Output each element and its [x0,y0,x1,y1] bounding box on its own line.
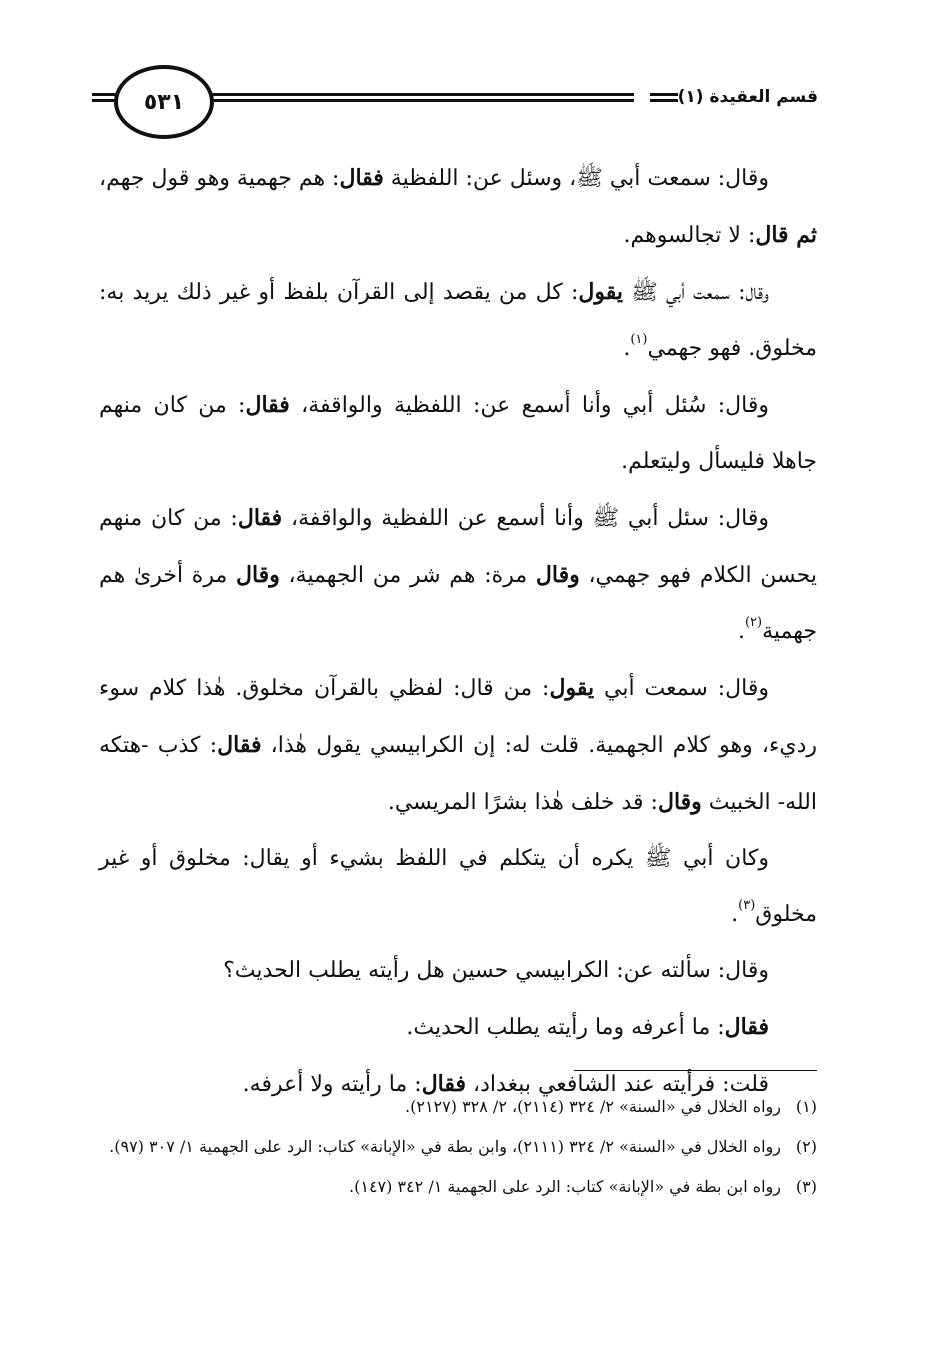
main-text [99,150,817,1113]
footnote-ref[interactable]: (٣) [738,897,756,913]
footnote [99,1170,817,1204]
footnote-text: رواه الخلال في «السنة» ٢/ ٣٢٤ (٢١١٤)، ٢/ ٣٢٨ (٢١٢٧). [405,1097,781,1116]
paragraph: وقال: سمعت أبي ﷺ يقول: كل من يقصد إلى القرآن بلفظ أو غير ذلك يريد به: مخلوق. فهو جهمي$^{(١)}$. [99,279,817,361]
footnote-number: (١) [795,1097,817,1116]
qa-line: فقال: ما أعرفه وما رأيته يطلب الحديث. [406,1014,769,1040]
paragraph: وقال: سمعت أبي يقول: من قال: لفظي بالقرآن مخلوق. هٰذا كلام سوء رديء، وهو كلام الجهمية. قلت له: إن الكرابيسي يقول هٰذا، فقال: كذب -هتكه الله- الخبيث وقال: قد خلف هٰذا بشرًا المريسي. [99,675,818,815]
qa-line: قلت: فرأيته عند الشافعي ببغداد، فقال: ما رأيته ولا أعرفه. [242,1071,769,1097]
footnote-ref[interactable]: (١) [630,331,648,347]
section-title: قسم العقيدة (١) [634,84,822,110]
footnote-text: رواه الخلال في «السنة» ٢/ ٣٢٤ (٢١١١)، وابن بطة في «الإبانة» كتاب: الرد على الجهمية ١/ ٣٠٧ (٩٧). [109,1137,781,1156]
footnote [99,1090,817,1124]
paragraph: وقال: سمعت أبي ﷺ، وسئل عن: اللفظية فقال: هم جهمية وهو قول جهم، ثم قال: لا تجالسوهم. [99,165,817,248]
footnote-number: (٢) [795,1137,817,1156]
paragraph: وقال: سُئل أبي وأنا أسمع عن: اللفظية والواقفة، فقال: من كان منهم جاهلا فليسأل وليتعلم. [99,392,817,474]
paragraph: وكان أبي ﷺ يكره أن يتكلم في اللفظ بشيء أو يقال: مخلوق أو غير مخلوق$^{(٣)}$. [99,846,817,927]
footnote-text: رواه ابن بطة في «الإبانة» كتاب: الرد على الجهمية ١/ ٣٤٢ (١٤٧). [349,1177,781,1196]
footnote-number: (٣) [795,1177,817,1196]
qa-line: وقال: سألته عن: الكرابيسي حسين هل رأيته يطلب الحديث؟ [223,958,769,983]
footnotes [99,1090,817,1210]
page-number: ٥٣١ [114,65,214,139]
footnote-ref[interactable]: (٢) [744,614,763,630]
footnote-separator [574,1070,817,1071]
page-header [92,62,822,142]
paragraph: وقال: سئل أبي ﷺ وأنا أسمع عن اللفظية والواقفة، فقال: من كان منهم يحسن الكلام فهو جهمي، وقال مرة: هم شر من الجهمية، وقال مرة أخرىٰ هم جهمية$^{(٢)}$. [99,505,817,644]
footnote [99,1130,817,1164]
